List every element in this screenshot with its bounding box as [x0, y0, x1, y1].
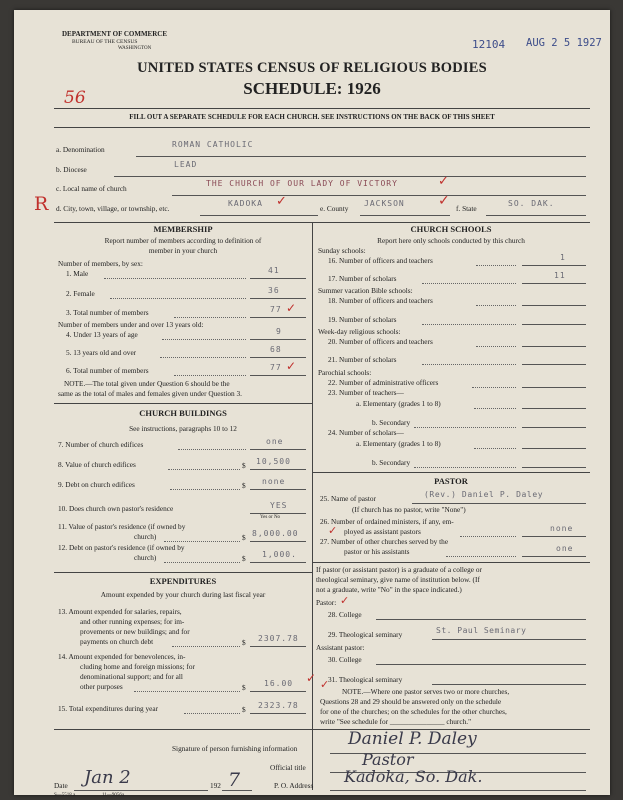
- field-line: [360, 215, 450, 216]
- rule: [312, 472, 590, 473]
- leader-dots: [476, 265, 516, 266]
- form-number: S—5518 a: [54, 793, 76, 798]
- q12-label: 12. Debt on pastor's residence (if owned by: [58, 543, 185, 552]
- check-mark-icon: ✓: [286, 301, 297, 315]
- department-label: DEPARTMENT OF COMMERCE: [62, 30, 168, 38]
- check-mark-icon: ✓: [438, 174, 449, 189]
- buildings-heading: CHURCH BUILDINGS: [139, 408, 227, 418]
- check-mark-icon: ✓: [340, 594, 350, 607]
- check-mark-icon: ✓: [328, 524, 338, 537]
- q23-label: 23. Number of teachers—: [328, 388, 404, 397]
- schools-heading: CHURCH SCHOOLS: [410, 224, 492, 234]
- q3-value: 77: [270, 305, 282, 314]
- assistant-pastor-label: Assistant pastor:: [316, 643, 365, 652]
- graduate-instructions: If pastor (or assistant pastor) is a graduate of a college or: [316, 565, 482, 574]
- year-prefix: 192: [210, 781, 221, 790]
- q5-value: 68: [270, 345, 282, 354]
- leader-dots: [414, 427, 516, 428]
- schools-intro: Report here only schools conducted by this church: [377, 236, 525, 245]
- q26-label-cont: ployed as assistant pastors: [344, 527, 421, 536]
- city-label: d. City, town, village, or township, etc.: [56, 204, 170, 213]
- q20-label: 20. Number of officers and teachers: [328, 337, 433, 346]
- expenditures-sub: Amount expended by your church during last fiscal year: [100, 590, 266, 599]
- field-line: [522, 556, 586, 557]
- q8-label: 8. Value of church edifices: [58, 460, 136, 469]
- stamp-date: AUG 2 5 1927: [526, 37, 602, 49]
- local-name-label: c. Local name of church: [56, 184, 127, 193]
- parochial-label: Parochial schools:: [318, 368, 372, 377]
- city-value: KADOKA: [228, 199, 263, 208]
- q14-value: 16.00: [264, 679, 294, 688]
- leader-dots: [422, 364, 516, 365]
- diocese-value: LEAD: [174, 160, 198, 169]
- pastor-heading: PASTOR: [434, 476, 468, 486]
- pastor-note: Questions 28 and 29 should be answered only on the schedule: [320, 697, 502, 706]
- field-line: [74, 790, 208, 791]
- q16-label: 16. Number of officers and teachers: [328, 256, 433, 265]
- q26-value: none: [550, 524, 574, 533]
- leader-dots: [460, 536, 516, 537]
- leader-dots: [110, 298, 246, 299]
- county-label: e. County: [320, 204, 349, 213]
- field-line: [522, 364, 586, 365]
- field-line: [522, 467, 586, 468]
- census-form: [14, 10, 610, 798]
- q17-value: 11: [554, 271, 566, 280]
- field-line: [376, 619, 586, 620]
- q23b-label: b. Secondary: [372, 418, 411, 427]
- field-line: [250, 646, 306, 647]
- leader-dots: [422, 324, 516, 325]
- city-label: WASHINGTON: [118, 46, 152, 51]
- field-line: [250, 317, 306, 318]
- q15-label: 15. Total expenditures during year: [58, 704, 159, 713]
- check-mark-icon: ✓: [286, 359, 297, 373]
- field-line: [250, 691, 306, 692]
- q21-label: 21. Number of scholars: [328, 355, 397, 364]
- q29-value: St. Paul Seminary: [436, 626, 527, 635]
- field-line: [330, 790, 586, 791]
- rule: [54, 222, 590, 223]
- q14-label-cont: cluding home and foreign missions; for: [80, 662, 195, 671]
- leader-dots: [422, 283, 516, 284]
- schedule-title: SCHEDULE: 1926: [243, 79, 381, 98]
- check-mark-icon: ✓: [306, 671, 317, 685]
- leader-dots: [174, 317, 246, 318]
- q26-label: 26. Number of ordained ministers, if any, em-: [320, 517, 454, 526]
- column-divider: [312, 222, 313, 790]
- field-line: [522, 448, 586, 449]
- field-line: [250, 278, 306, 279]
- margin-mark: R: [34, 193, 49, 215]
- q9-value: none: [262, 477, 286, 486]
- membership-note: same as the total of males and females given under Question 3.: [58, 389, 242, 398]
- leader-dots: [474, 448, 516, 449]
- q13-label-cont: and other running expenses; for im-: [80, 617, 185, 626]
- field-line: [522, 536, 586, 537]
- q11-value: 8,000.00: [252, 529, 299, 538]
- leader-dots: [446, 556, 516, 557]
- membership-note: NOTE.—The total given under Question 6 should be the: [64, 379, 230, 388]
- field-line: [136, 156, 586, 157]
- q7-label: 7. Number of church edifices: [58, 440, 144, 449]
- membership-intro: Report number of members according to definition of: [104, 236, 262, 245]
- denomination-label: a. Denomination: [56, 145, 105, 154]
- q2-value: 36: [268, 286, 280, 295]
- q7-value: one: [266, 437, 284, 446]
- official-title-value: Pastor: [362, 750, 414, 769]
- leader-dots: [134, 691, 240, 692]
- q11-label: 11. Value of pastor's residence (if owned by: [58, 522, 186, 531]
- instruction-line: FILL OUT A SEPARATE SCHEDULE FOR EACH CHURCH. SEE INSTRUCTIONS ON THE BACK OF THIS SHEET: [129, 113, 495, 121]
- q14-label-cont: other purposes: [80, 682, 123, 691]
- field-line: [522, 265, 586, 266]
- q16-value: 1: [560, 253, 566, 262]
- leader-dots: [184, 713, 240, 714]
- pastor-note: for one of the churches; on the schedules for the other churches,: [320, 707, 507, 716]
- q24b-label: b. Secondary: [372, 458, 411, 467]
- leader-dots: [162, 339, 246, 340]
- field-line: [250, 713, 306, 714]
- field-line: [522, 346, 586, 347]
- q27-label: 27. Number of other churches served by the: [320, 537, 449, 546]
- date-label: Date: [54, 781, 68, 790]
- leader-dots: [476, 305, 516, 306]
- field-line: [522, 283, 586, 284]
- leader-dots: [472, 387, 516, 388]
- dollar-sign: $: [242, 683, 246, 692]
- rule: [54, 572, 312, 573]
- field-line: [250, 357, 306, 358]
- leader-dots: [474, 408, 516, 409]
- field-line: [522, 324, 586, 325]
- by-age-label: Number of members under and over 13 years old:: [58, 320, 204, 329]
- field-line: [522, 427, 586, 428]
- signature-label: Signature of person furnishing information: [172, 744, 298, 753]
- pastor-note: NOTE.—Where one pastor serves two or more churches,: [342, 687, 510, 696]
- q18-label: 18. Number of officers and teachers: [328, 296, 433, 305]
- form-title: UNITED STATES CENSUS OF RELIGIOUS BODIES: [137, 60, 487, 76]
- church-name-value: THE CHURCH OF OUR LADY OF VICTORY: [206, 179, 398, 188]
- state-value: SO. DAK.: [508, 199, 555, 208]
- leader-dots: [178, 449, 246, 450]
- membership-heading: MEMBERSHIP: [153, 224, 213, 234]
- q23a-label: a. Elementary (grades 1 to 8): [356, 399, 441, 408]
- rule: [54, 108, 590, 109]
- q27-value: one: [556, 544, 574, 553]
- field-line: [486, 215, 586, 216]
- dollar-sign: $: [242, 638, 246, 647]
- q15-value: 2323.78: [258, 701, 299, 710]
- q13-label-cont: provements or new buildings; and for: [80, 627, 190, 636]
- membership-intro: member in your church: [148, 246, 218, 255]
- year-value: 7: [228, 769, 241, 791]
- field-line: [172, 195, 586, 196]
- field-line: [250, 489, 306, 490]
- q14-label-cont: denominational support; and for all: [80, 672, 183, 681]
- leader-dots: [172, 646, 240, 647]
- q1-label: 1. Male: [66, 269, 89, 278]
- stamp-number: 12104: [472, 38, 506, 51]
- margin-note: 56: [64, 88, 86, 108]
- q4-label: 4. Under 13 years of age: [66, 330, 138, 339]
- field-line: [250, 469, 306, 470]
- q25-label: 25. Name of pastor: [320, 494, 376, 503]
- graduate-instructions: not a graduate, write "No" in the space indicated.): [316, 585, 462, 594]
- leader-dots: [476, 346, 516, 347]
- rule: [54, 403, 312, 404]
- dollar-sign: $: [242, 481, 246, 490]
- by-sex-label: Number of members, by sex:: [58, 259, 143, 268]
- leader-dots: [414, 467, 516, 468]
- q3-label: 3. Total number of members: [66, 308, 149, 317]
- county-value: JACKSON: [364, 199, 405, 208]
- leader-dots: [174, 375, 246, 376]
- dollar-sign: $: [242, 705, 246, 714]
- q25-note: (If church has no pastor, write "None"): [352, 505, 466, 514]
- field-line: [200, 215, 318, 216]
- official-title-label: Official title: [270, 763, 306, 772]
- q9-label: 9. Debt on church edifices: [58, 480, 135, 489]
- q30-label: 30. College: [328, 655, 362, 664]
- field-line: [250, 298, 306, 299]
- dollar-sign: $: [242, 533, 246, 542]
- q29-label: 29. Theological seminary: [328, 630, 403, 639]
- q11-label-cont: church): [134, 532, 157, 541]
- bureau-label: BUREAU OF THE CENSUS: [72, 39, 138, 45]
- leader-dots: [104, 278, 246, 279]
- field-line: [522, 408, 586, 409]
- dollar-sign: $: [242, 554, 246, 563]
- denomination-value: ROMAN CATHOLIC: [172, 140, 254, 149]
- q13-value: 2307.78: [258, 634, 299, 643]
- q5-label: 5. 13 years old and over: [66, 348, 137, 357]
- q2-label: 2. Female: [66, 289, 95, 298]
- field-line: [376, 664, 586, 665]
- rule: [54, 127, 590, 128]
- field-line: [114, 176, 586, 177]
- q1-value: 41: [268, 266, 280, 275]
- field-line: [412, 503, 586, 504]
- q10-label: 10. Does church own pastor's residence: [58, 504, 174, 513]
- field-line: [250, 339, 306, 340]
- summer-label: Summer vacation Bible schools:: [318, 286, 413, 295]
- field-line: [522, 387, 586, 388]
- q17-label: 17. Number of scholars: [328, 274, 397, 283]
- q22-label: 22. Number of administrative officers: [328, 378, 439, 387]
- date-value: Jan 2: [84, 767, 131, 788]
- q24a-label: a. Elementary (grades 1 to 8): [356, 439, 441, 448]
- field-line: [432, 639, 586, 640]
- q12-value: 1,000.: [262, 550, 297, 559]
- po-address-label: P. O. Address: [274, 781, 314, 790]
- expenditures-heading: EXPENDITURES: [149, 576, 217, 586]
- leader-dots: [168, 469, 240, 470]
- q19-label: 19. Number of scholars: [328, 315, 397, 324]
- yes-no-caption: Yes or No: [260, 515, 281, 520]
- check-mark-icon: ✓: [320, 678, 330, 691]
- q6-label: 6. Total number of members: [66, 366, 149, 375]
- field-line: [250, 375, 306, 376]
- sunday-label: Sunday schools:: [318, 246, 366, 255]
- field-line: [522, 305, 586, 306]
- field-line: [432, 684, 586, 685]
- leader-dots: [170, 489, 240, 490]
- pastor-note: write "See schedule for _______________ church.": [320, 717, 472, 726]
- field-line: [250, 513, 306, 514]
- rule: [312, 562, 590, 563]
- print-number: 11—9056a: [102, 793, 125, 798]
- graduate-instructions: theological seminary, give name of institution below. (If: [316, 575, 480, 584]
- signature-value: Daniel P. Daley: [348, 729, 477, 749]
- q13-label: 13. Amount expended for salaries, repairs,: [58, 607, 182, 616]
- q12-label-cont: church): [134, 553, 157, 562]
- q8-value: 10,500: [256, 457, 291, 466]
- field-line: [250, 449, 306, 450]
- weekday-label: Week-day religious schools:: [318, 327, 401, 336]
- pastor-sub-label: Pastor:: [316, 598, 337, 607]
- buildings-sub: See instructions, paragraphs 10 to 12: [129, 424, 237, 433]
- field-line: [250, 562, 306, 563]
- q25-value: (Rev.) Daniel P. Daley: [424, 490, 544, 499]
- check-mark-icon: ✓: [438, 193, 450, 209]
- po-address-value: Kadoka, So. Dak.: [344, 767, 483, 786]
- rule: [54, 729, 590, 730]
- q13-label-cont: payments on church debt: [80, 637, 154, 646]
- q6-value: 77: [270, 363, 282, 372]
- check-mark-icon: ✓: [276, 194, 287, 209]
- dollar-sign: $: [242, 461, 246, 470]
- leader-dots: [164, 562, 240, 563]
- field-line: [250, 541, 306, 542]
- leader-dots: [164, 541, 240, 542]
- q10-value: YES: [270, 501, 288, 510]
- q14-label: 14. Amount expended for benevolences, in-: [58, 652, 186, 661]
- diocese-label: b. Diocese: [56, 165, 87, 174]
- leader-dots: [160, 357, 246, 358]
- q27-label-cont: pastor or his assistants: [344, 547, 410, 556]
- q28-label: 28. College: [328, 610, 362, 619]
- q31-label: 31. Theological seminary: [328, 675, 403, 684]
- q4-value: 9: [276, 327, 282, 336]
- state-label: f. State: [456, 204, 477, 213]
- q24-label: 24. Number of scholars—: [328, 428, 404, 437]
